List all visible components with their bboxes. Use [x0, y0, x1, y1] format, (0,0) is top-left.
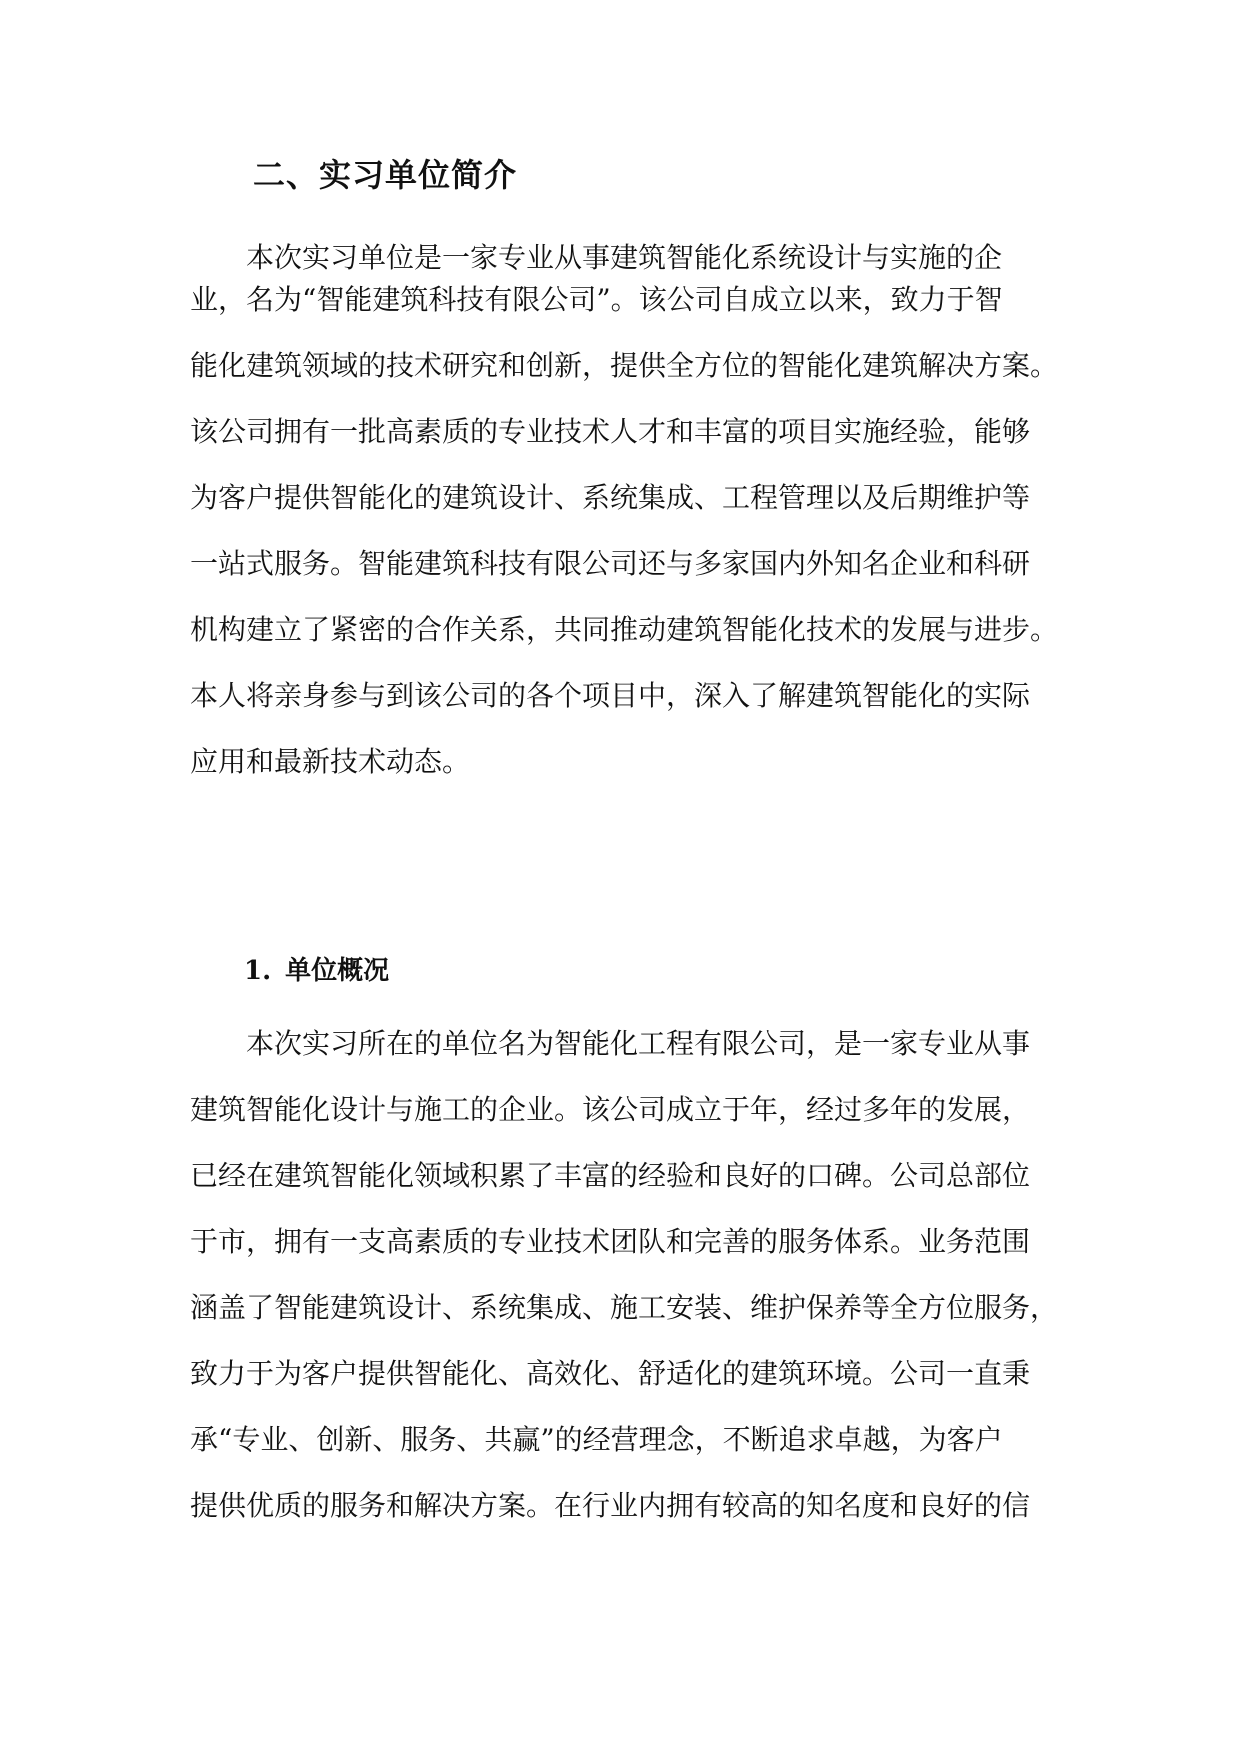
paragraph-line: 一站式服务。智能建筑科技有限公司还与多家国内外知名企业和科研 — [190, 547, 1031, 580]
paragraph-line: 已经在建筑智能化领域积累了丰富的经验和良好的口碑。公司总部位 — [190, 1159, 1031, 1192]
paragraph-line: 本人将亲身参与到该公司的各个项目中，深入了解建筑智能化的实际 — [190, 679, 1031, 712]
paragraph-line: 本次实习所在的单位名为智能化工程有限公司，是一家专业从事 — [246, 1027, 1031, 1060]
paragraph-line: 致力于为客户提供智能化、高效化、舒适化的建筑环境。公司一直秉 — [190, 1357, 1031, 1390]
paragraph-line: 涵盖了智能建筑设计、系统集成、施工安装、维护保养等全方位服务， — [190, 1291, 1059, 1324]
paragraph-line: 机构建立了紧密的合作关系，共同推动建筑智能化技术的发展与进步。 — [190, 613, 1059, 646]
paragraph-line: 该公司拥有一批高素质的专业技术人才和丰富的项目实施经验，能够 — [190, 415, 1031, 448]
subsection-heading — [244, 950, 389, 987]
paragraph-line: 为客户提供智能化的建筑设计、系统集成、工程管理以及后期维护等 — [190, 481, 1031, 514]
section-heading: 二、实习单位简介 — [253, 156, 518, 194]
paragraph-line: 承“专业、创新、服务、共赢”的经营理念，不断追求卓越，为客户 — [190, 1423, 1003, 1456]
paragraph-line: 提供优质的服务和解决方案。在行业内拥有较高的知名度和良好的信 — [190, 1489, 1031, 1522]
subsection-title: 单位概况 — [285, 956, 390, 986]
paragraph-line: 业，名为“智能建筑科技有限公司”。该公司自成立以来，致力于智 — [190, 283, 1003, 316]
paragraph-line: 本次实习单位是一家专业从事建筑智能化系统设计与实施的企 — [246, 241, 1003, 274]
paragraph-line: 应用和最新技术动态。 — [190, 745, 471, 778]
paragraph-line: 能化建筑领域的技术研究和创新，提供全方位的智能化建筑解决方案。 — [190, 349, 1059, 382]
paragraph-line: 建筑智能化设计与施工的企业。该公司成立于年，经过多年的发展， — [190, 1093, 1031, 1126]
paragraph-line: 于市，拥有一支高素质的专业技术团队和完善的服务体系。业务范围 — [190, 1225, 1031, 1258]
subsection-number: 1. — [244, 956, 272, 986]
